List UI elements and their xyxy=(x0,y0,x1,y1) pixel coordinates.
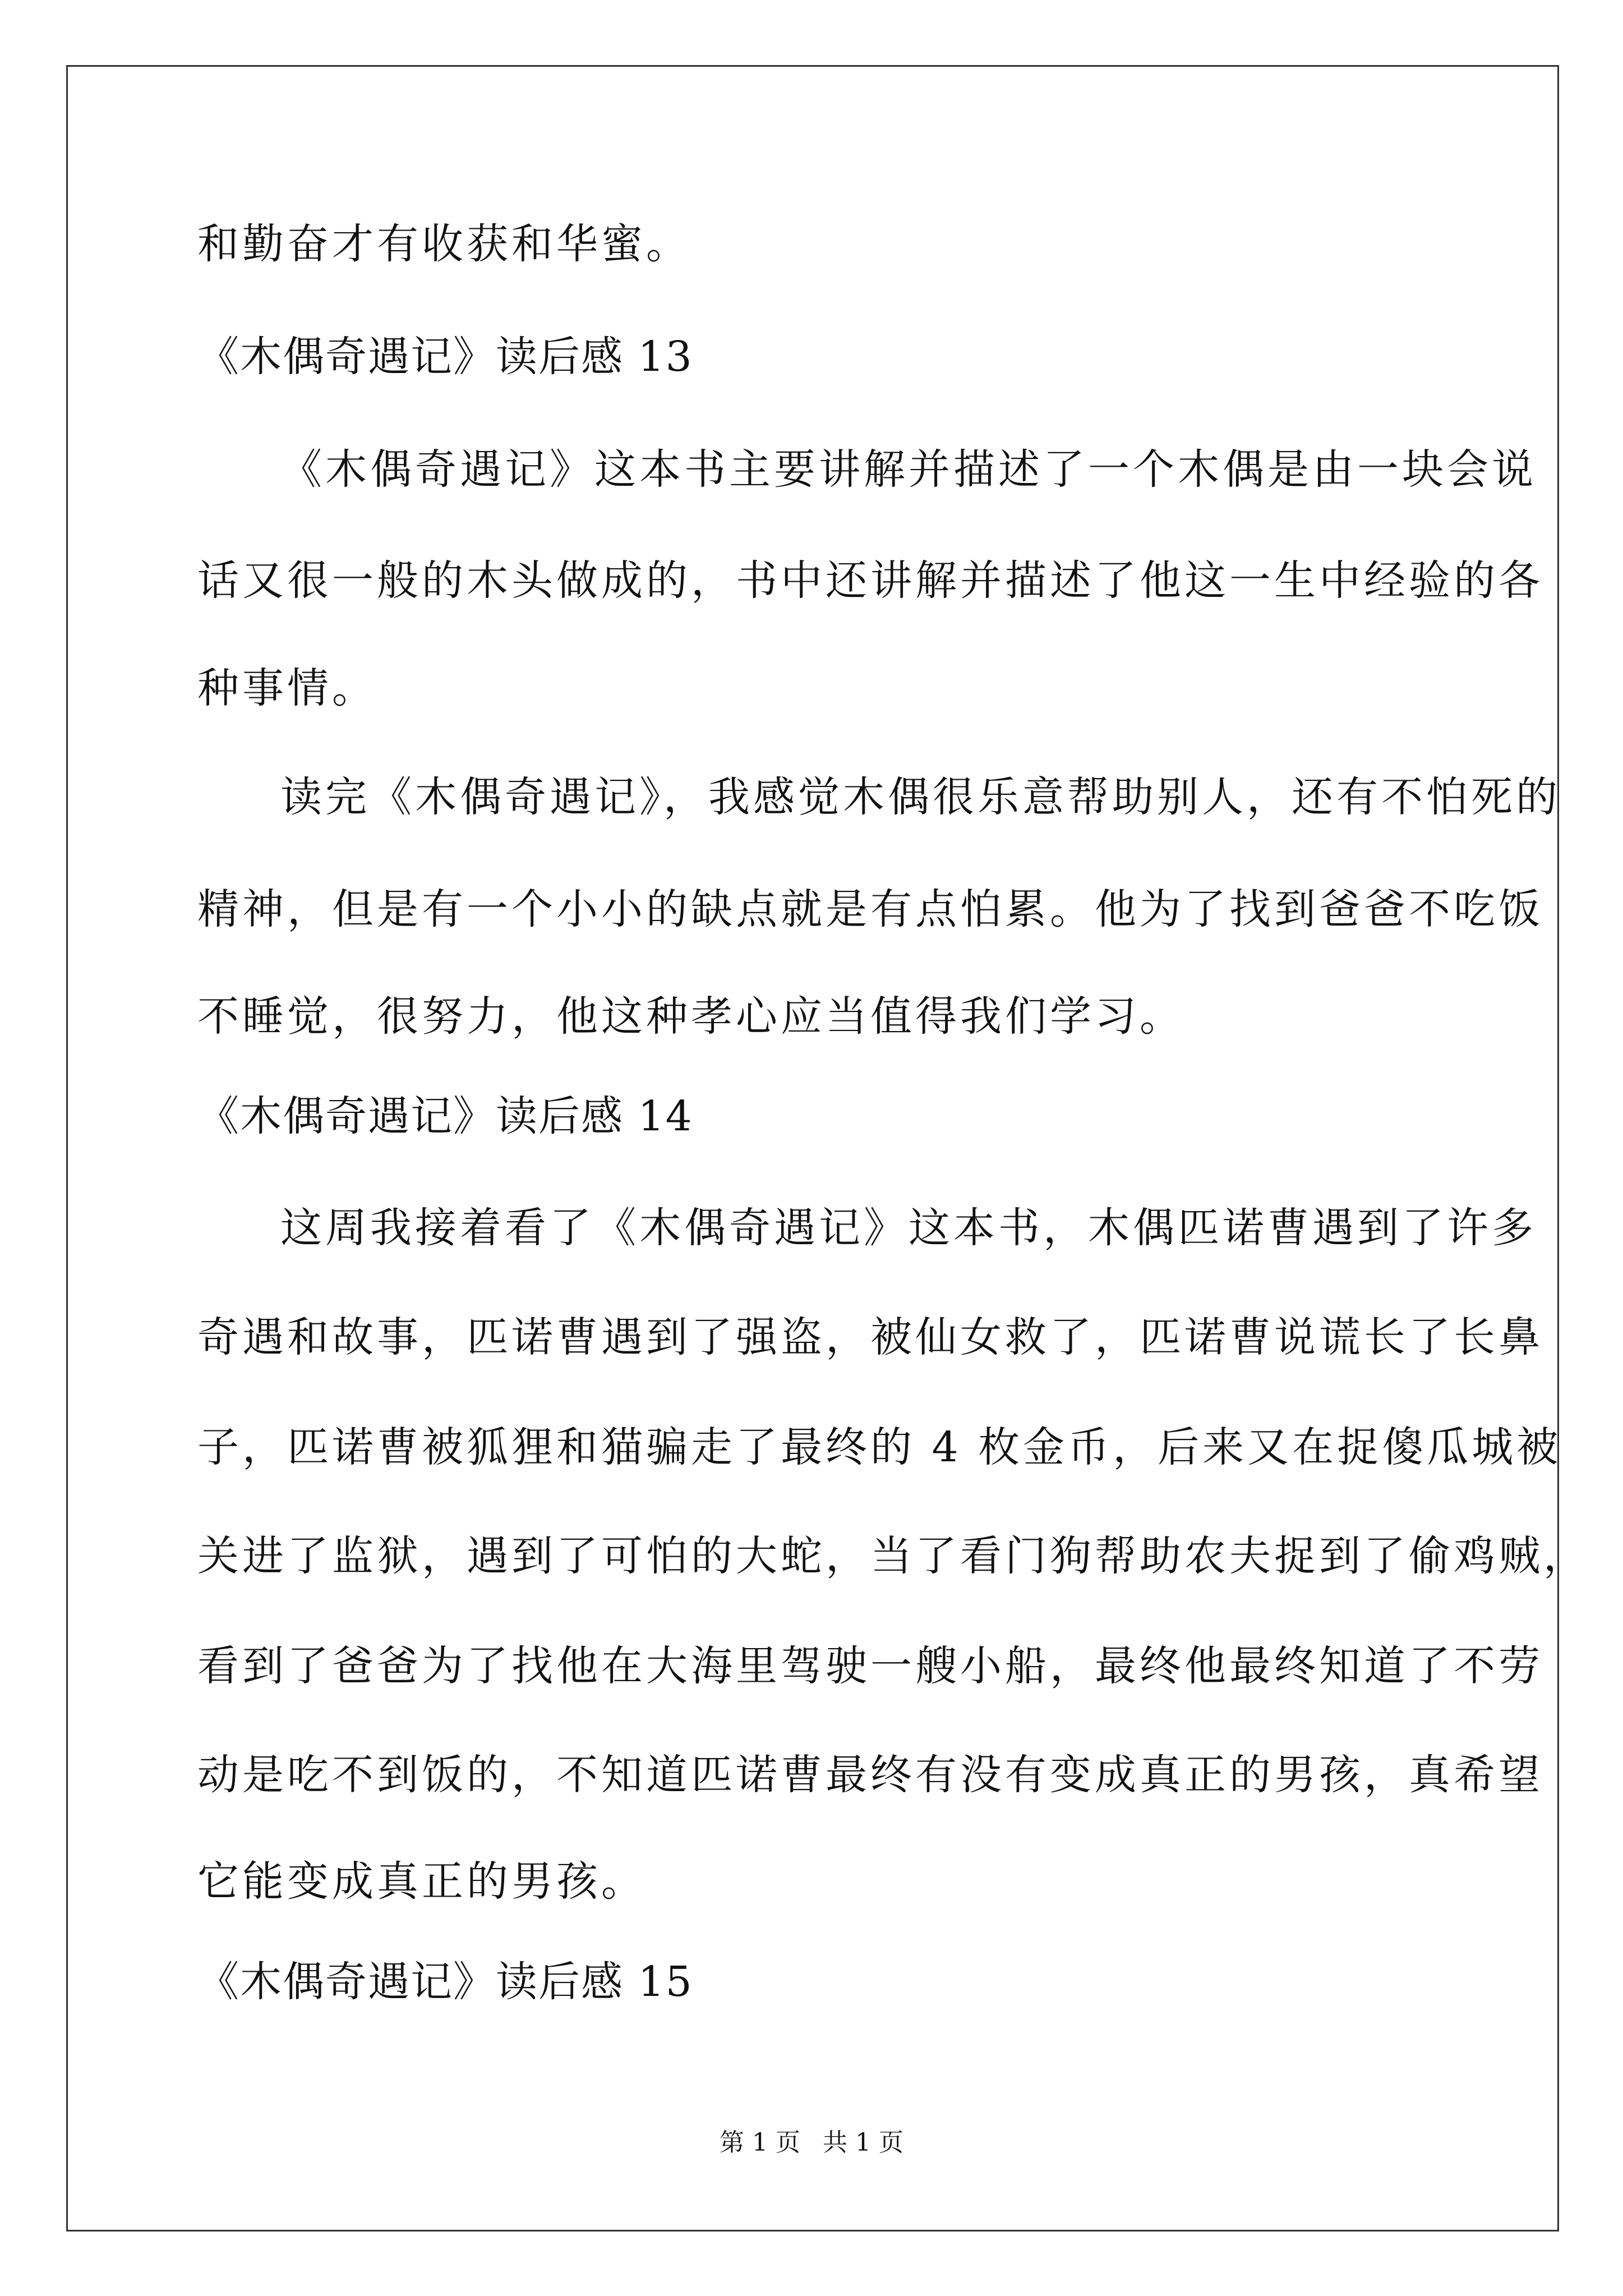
paragraph-line: 它能变成真正的男孩。 xyxy=(197,1857,646,1906)
paragraph-line: 和勤奋才有收获和华蜜。 xyxy=(197,220,691,268)
paragraph-line: 子，匹诺曹被狐狸和猫骗走了最终的 4 枚金币，后来又在捉傻瓜城被 xyxy=(197,1423,1562,1471)
paragraph-line: 奇遇和故事，匹诺曹遇到了强盗，被仙女救了，匹诺曹说谎长了长鼻 xyxy=(197,1313,1543,1361)
paragraph-line: 种事情。 xyxy=(197,664,377,712)
section-heading-13: 《木偶奇遇记》读后感 13 xyxy=(197,333,693,381)
page-footer xyxy=(0,2128,1623,2157)
paragraph-line: 不睡觉，很努力，他这种孝心应当值得我们学习。 xyxy=(197,992,1184,1041)
section-heading-14: 《木偶奇遇记》读后感 14 xyxy=(197,1092,693,1140)
paragraph-line: 话又很一般的木头做成的，书中还讲解并描述了他这一生中经验的各 xyxy=(197,556,1543,605)
page-border xyxy=(66,65,1562,2231)
page-number: 第 1 页 xyxy=(720,2128,800,2157)
paragraph-line: 动是吃不到饭的，不知道匹诺曹最终有没有变成真正的男孩，真希望 xyxy=(197,1751,1543,1799)
paragraph-line: 读完《木偶奇遇记》，我感觉木偶很乐意帮助别人，还有不怕死的 xyxy=(280,773,1561,821)
paragraph-line: 《木偶奇遇记》这本书主要讲解并描述了一个木偶是由一块会说 xyxy=(280,445,1537,494)
paragraph-line: 精神，但是有一个小小的缺点就是有点怕累。他为了找到爸爸不吃饭 xyxy=(197,885,1543,933)
page-total: 共 1 页 xyxy=(823,2128,903,2157)
section-heading-15: 《木偶奇遇记》读后感 15 xyxy=(197,1958,693,2006)
paragraph-line: 这周我接着看了《木偶奇遇记》这本书，木偶匹诺曹遇到了许多 xyxy=(280,1204,1537,1252)
paragraph-line: 关进了监狱，遇到了可怕的大蛇，当了看门狗帮助农夫捉到了偷鸡贼， xyxy=(197,1532,1588,1580)
paragraph-line: 看到了爸爸为了找他在大海里驾驶一艘小船，最终他最终知道了不劳 xyxy=(197,1642,1543,1690)
